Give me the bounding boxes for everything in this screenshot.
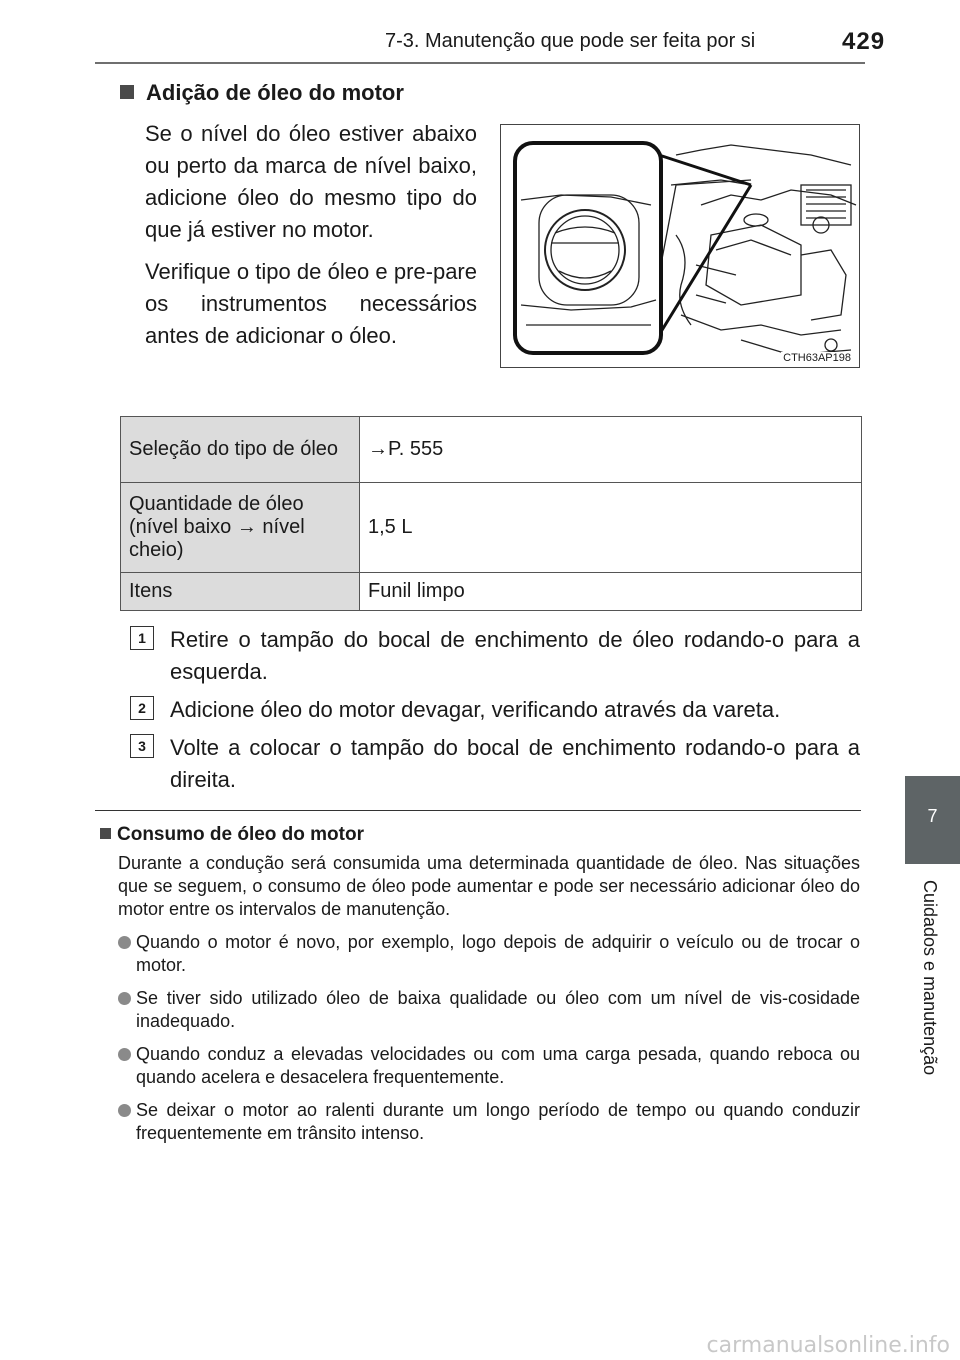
engine-bay-drawing — [501, 125, 860, 368]
chapter-side-label: Cuidados e manutenção — [920, 880, 940, 1076]
chapter-tab[interactable] — [905, 776, 960, 864]
consumption-body — [118, 852, 860, 1155]
table-label-cell: Seleção do tipo de óleo — [121, 417, 360, 483]
step-text: Volte a colocar o tampão do bocal de enchimento rodando-o para a direita. — [170, 735, 860, 792]
bullet-text: Quando conduz a elevadas velocidades ou com uma carga pesada, quando reboca ou quando acelera e desacelera frequentemente. — [136, 1044, 860, 1087]
list-item — [130, 624, 860, 688]
table-value-cell: →P. 555 — [360, 417, 862, 483]
step-text: Retire o tampão do bocal de enchimento de óleo rodando-o para a esquerda. — [170, 627, 860, 684]
bullet-dot-icon — [118, 992, 131, 1005]
list-item — [118, 987, 860, 1033]
table-label-cell: Itens — [121, 573, 360, 611]
list-item — [118, 1099, 860, 1145]
bullet-text: Se deixar o motor ao ralenti durante um longo período de tempo ou quando conduzir frequentemente em trânsito intenso. — [136, 1100, 860, 1143]
intro-paragraph-1: Se o nível do óleo estiver abaixo ou perto da marca de nível baixo, adicione óleo do mesmo tipo do que já estiver no motor. — [145, 121, 477, 242]
list-item — [130, 732, 860, 796]
section-title-text: Adição de óleo do motor — [146, 80, 404, 105]
table-row — [121, 417, 862, 483]
section-title — [120, 80, 404, 106]
watermark: carmanualsonline.info — [706, 1333, 950, 1358]
step-number-badge: 2 — [130, 696, 154, 720]
illustration-code: CTH63AP198 — [783, 352, 851, 364]
bullet-dot-icon — [118, 936, 131, 949]
table-value-cell: Funil limpo — [360, 573, 862, 611]
table-row — [121, 483, 862, 573]
consumption-title-text: Consumo de óleo do motor — [117, 824, 364, 845]
chapter-tab-number: 7 — [927, 806, 938, 826]
header-rule — [95, 62, 865, 64]
engine-oil-cap-illustration — [500, 124, 860, 368]
page-number: 429 — [842, 28, 886, 55]
procedure-steps — [130, 624, 860, 802]
oil-info-table — [120, 416, 862, 611]
bullet-text: Se tiver sido utilizado óleo de baixa qualidade ou óleo com um nível de vis-cosidade inadequado. — [136, 988, 860, 1031]
list-item — [118, 931, 860, 977]
square-bullet-icon — [100, 828, 111, 839]
intro-paragraph-2: Verifique o tipo de óleo e pre-pare os instrumentos necessários antes de adicionar o óleo. — [145, 259, 477, 348]
step-text: Adicione óleo do motor devagar, verificando através da vareta. — [170, 697, 781, 722]
consumption-intro: Durante a condução será consumida uma determinada quantidade de óleo. Nas situações que se seguem, o consumo de óleo pode aumentar e pode ser necessário adicionar óleo do motor entre os intervalos de manutenção. — [118, 853, 860, 919]
step-number-badge: 1 — [130, 626, 154, 650]
table-label-cell: Quantidade de óleo (nível baixo → nível cheio) — [121, 483, 360, 573]
section-intro — [145, 118, 477, 362]
list-item — [130, 694, 860, 726]
square-bullet-icon — [120, 85, 134, 99]
bullet-dot-icon — [118, 1048, 131, 1061]
bullet-text: Quando o motor é novo, por exemplo, logo depois de adquirir o veículo ou de trocar o motor. — [136, 932, 860, 975]
chapter-title: 7-3. Manutenção que pode ser feita por si — [385, 30, 756, 52]
table-row — [121, 573, 862, 611]
bullet-dot-icon — [118, 1104, 131, 1117]
table-value-cell: 1,5 L — [360, 483, 862, 573]
step-number-badge: 3 — [130, 734, 154, 758]
list-item — [118, 1043, 860, 1089]
section-divider — [95, 810, 861, 811]
consumption-title — [100, 824, 364, 846]
